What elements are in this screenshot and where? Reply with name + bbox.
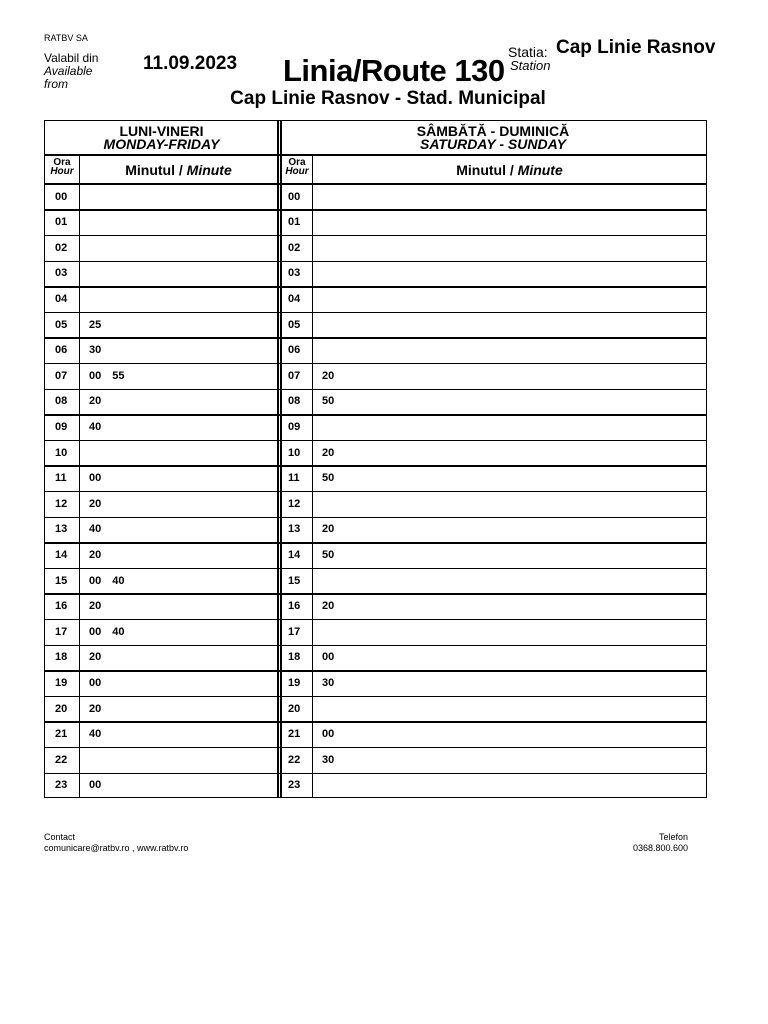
weekday-minutes-cell xyxy=(89,748,274,774)
weekday-hour-cell: 08 xyxy=(55,395,68,408)
minute-value: 55 xyxy=(112,369,125,382)
weekend-hour-cell: 07 xyxy=(288,369,301,382)
weekend-hour-cell: 02 xyxy=(288,241,301,254)
weekend-minutes-cell xyxy=(322,441,702,467)
weekend-hour-cell: 00 xyxy=(288,190,301,203)
minute-value: 50 xyxy=(322,395,335,408)
weekday-minutes-cell xyxy=(89,210,274,236)
weekend-hour-header xyxy=(280,158,314,176)
minute-value: 25 xyxy=(89,318,102,331)
weekend-minutes-cell xyxy=(322,415,702,441)
weekday-minutes-cell xyxy=(89,722,274,748)
weekend-hour-cell: 16 xyxy=(288,600,301,613)
weekday-hour-cell: 23 xyxy=(55,779,68,792)
weekday-minutes-cell xyxy=(89,466,274,492)
minute-value: 40 xyxy=(89,523,102,536)
weekend-hour-cell: 11 xyxy=(288,472,300,485)
weekday-hour-header xyxy=(45,158,79,176)
minute-value: 30 xyxy=(89,344,102,357)
weekday-hour-cell: 12 xyxy=(55,497,68,510)
weekend-hour-cell: 03 xyxy=(288,267,301,280)
valid-date: 11.09.2023 xyxy=(143,53,238,74)
minute-value: 40 xyxy=(89,728,102,741)
weekday-hour-cell: 20 xyxy=(55,702,68,715)
weekend-hour-cell: 14 xyxy=(288,548,301,561)
weekday-minutes-cell xyxy=(89,594,274,620)
weekday-hour-cell: 22 xyxy=(55,753,68,766)
weekend-minutes-cell xyxy=(322,287,702,313)
minute-value: 00 xyxy=(89,472,102,485)
weekday-ro: LUNI-VINERI xyxy=(119,123,204,139)
weekday-en: MONDAY-FRIDAY xyxy=(103,136,220,152)
weekend-minutes-cell xyxy=(322,364,702,390)
weekend-en: SATURDAY - SUNDAY xyxy=(420,136,566,152)
weekend-ro: SÂMBĂTĂ - DUMINICĂ xyxy=(416,123,570,139)
minute-value: 40 xyxy=(89,420,102,433)
weekday-hour-cell: 01 xyxy=(55,216,68,229)
weekend-hour-cell: 22 xyxy=(288,753,301,766)
phone-number: 0368.800.600 xyxy=(632,843,688,853)
weekday-minute-header xyxy=(79,162,278,178)
weekend-hour-cell: 17 xyxy=(288,625,301,638)
weekday-minutes-cell xyxy=(89,671,274,697)
weekend-hour-cell: 18 xyxy=(288,651,301,664)
weekend-minutes-cell xyxy=(322,748,702,774)
weekday-hour-cell: 02 xyxy=(55,241,68,254)
weekend-hour-cell: 05 xyxy=(288,318,301,331)
valid-ro: Valabil din xyxy=(44,51,99,65)
weekday-hour-cell: 21 xyxy=(55,728,68,741)
minute-value: 00 xyxy=(89,574,102,587)
weekday-hour-cell: 17 xyxy=(55,625,68,638)
weekend-hour-cell: 20 xyxy=(288,702,301,715)
contact-text: comunicare@ratbv.ro , www.ratbv.ro xyxy=(44,843,189,853)
minute-value: 30 xyxy=(322,676,335,689)
weekend-header xyxy=(281,121,705,155)
weekday-hour-cell: 10 xyxy=(55,446,68,459)
minute-en-label: Minute xyxy=(186,162,232,178)
weekday-minutes-cell xyxy=(89,492,274,518)
weekend-minutes-cell xyxy=(322,722,702,748)
minute-value: 50 xyxy=(322,472,335,485)
weekend-hour-cell: 13 xyxy=(288,523,301,536)
weekend-minutes-cell xyxy=(322,313,702,339)
weekday-hour-cell: 09 xyxy=(55,420,68,433)
timetable xyxy=(44,120,707,798)
minute-value: 20 xyxy=(322,600,335,613)
minute-ro-label: Minutul / xyxy=(125,162,183,178)
minute-value: 30 xyxy=(322,753,335,766)
minute-value: 00 xyxy=(89,676,102,689)
minute-value: 40 xyxy=(112,625,125,638)
weekend-hour-cell: 21 xyxy=(288,728,301,741)
minute-value: 00 xyxy=(322,728,335,741)
valid-en-from: from xyxy=(44,77,68,91)
weekday-minutes-cell xyxy=(89,645,274,671)
minute-value: 00 xyxy=(89,369,102,382)
minute-en-label: Minute xyxy=(517,162,563,178)
weekend-hour-cell: 04 xyxy=(288,292,301,305)
weekend-minutes-cell xyxy=(322,671,702,697)
weekday-hour-cell: 05 xyxy=(55,318,68,331)
minute-value: 20 xyxy=(89,395,102,408)
minute-value: 20 xyxy=(89,548,102,561)
weekday-minutes-cell xyxy=(89,569,274,595)
weekday-hour-cell: 06 xyxy=(55,344,68,357)
weekday-minutes-cell xyxy=(89,338,274,364)
phone-label: Telefon xyxy=(658,832,688,842)
station-name: Cap Linie Rasnov xyxy=(556,37,716,58)
minute-value: 20 xyxy=(322,446,335,459)
weekday-hour-cell: 15 xyxy=(55,574,68,587)
weekend-minutes-cell xyxy=(322,492,702,518)
valid-en: Available xyxy=(44,64,93,78)
weekday-minutes-cell xyxy=(89,261,274,287)
minute-value: 20 xyxy=(322,369,335,382)
direction-text: Cap Linie Rasnov - Stad. Municipal xyxy=(230,88,546,109)
weekend-minutes-cell xyxy=(322,645,702,671)
weekday-hour-cell: 04 xyxy=(55,292,68,305)
weekend-minutes-cell xyxy=(322,773,702,799)
weekday-hour-cell: 07 xyxy=(55,369,68,382)
station-label-en: Station xyxy=(510,58,551,73)
minute-value: 20 xyxy=(322,523,335,536)
weekday-hour-cell: 18 xyxy=(55,651,68,664)
weekend-minutes-cell xyxy=(322,594,702,620)
minute-value: 20 xyxy=(89,651,102,664)
contact-block xyxy=(44,832,188,854)
weekday-hour-cell: 13 xyxy=(55,523,68,536)
weekend-hour-cell: 23 xyxy=(288,779,301,792)
weekend-hour-cell: 15 xyxy=(288,574,301,587)
weekday-hour-cell: 19 xyxy=(55,676,68,689)
ora-label: Ora xyxy=(288,157,306,168)
station-label: Statia: xyxy=(508,44,548,60)
weekend-minutes-cell xyxy=(322,517,702,543)
weekend-hour-cell: 08 xyxy=(288,395,301,408)
weekday-minutes-cell xyxy=(89,389,274,415)
weekend-minute-header xyxy=(314,162,705,178)
weekend-minutes-cell xyxy=(322,543,702,569)
hour-label: Hour xyxy=(285,166,309,177)
weekend-hour-cell: 01 xyxy=(288,216,301,229)
weekend-minutes-cell xyxy=(322,697,702,723)
weekend-minutes-cell xyxy=(322,236,702,262)
weekend-minutes-cell xyxy=(322,338,702,364)
valid-from-label xyxy=(44,52,98,91)
weekend-minutes-cell xyxy=(322,569,702,595)
weekday-hour-cell: 03 xyxy=(55,267,68,280)
minute-value: 00 xyxy=(89,625,102,638)
minute-value: 00 xyxy=(322,651,335,664)
header-divider xyxy=(45,154,706,156)
minute-value: 00 xyxy=(89,779,102,792)
weekday-minutes-cell xyxy=(89,543,274,569)
weekend-hour-cell: 06 xyxy=(288,344,301,357)
minute-value: 50 xyxy=(322,548,335,561)
weekday-minutes-cell xyxy=(89,415,274,441)
weekday-minutes-cell xyxy=(89,287,274,313)
weekday-hour-cell: 11 xyxy=(55,472,67,485)
weekend-hour-cell: 19 xyxy=(288,676,301,689)
phone-block xyxy=(633,832,688,854)
weekday-header xyxy=(45,121,278,155)
weekday-minutes-cell xyxy=(89,364,274,390)
weekend-hour-cell: 10 xyxy=(288,446,301,459)
weekday-minutes-cell xyxy=(89,236,274,262)
direction-title xyxy=(0,88,768,110)
weekend-minutes-cell xyxy=(322,620,702,646)
minute-value: 40 xyxy=(112,574,125,587)
route-title: Linia/Route 130 xyxy=(283,53,505,88)
contact-label: Contact xyxy=(44,832,76,842)
weekday-minutes-cell xyxy=(89,185,274,211)
company-name: RATBV SA xyxy=(44,33,88,43)
weekend-minutes-cell xyxy=(322,466,702,492)
weekend-hour-cell: 09 xyxy=(288,420,301,433)
weekend-minutes-cell xyxy=(322,185,702,211)
minute-value: 20 xyxy=(89,702,102,715)
weekend-hour-cell: 12 xyxy=(288,497,301,510)
weekend-hour-divider xyxy=(312,155,313,797)
weekday-minutes-cell xyxy=(89,620,274,646)
minute-ro-label: Minutul / xyxy=(456,162,514,178)
weekday-minutes-cell xyxy=(89,773,274,799)
weekday-minutes-cell xyxy=(89,697,274,723)
ora-label: Ora xyxy=(53,157,71,168)
weekday-minutes-cell xyxy=(89,441,274,467)
weekday-hour-cell: 16 xyxy=(55,600,68,613)
weekend-minutes-cell xyxy=(322,261,702,287)
hour-label: Hour xyxy=(50,166,74,177)
weekend-minutes-cell xyxy=(322,389,702,415)
weekend-minutes-cell xyxy=(322,210,702,236)
weekday-hour-cell: 14 xyxy=(55,548,68,561)
minute-value: 20 xyxy=(89,497,102,510)
weekday-hour-cell: 00 xyxy=(55,190,68,203)
minute-value: 20 xyxy=(89,600,102,613)
weekday-minutes-cell xyxy=(89,313,274,339)
weekday-hour-divider xyxy=(79,155,80,797)
weekday-minutes-cell xyxy=(89,517,274,543)
